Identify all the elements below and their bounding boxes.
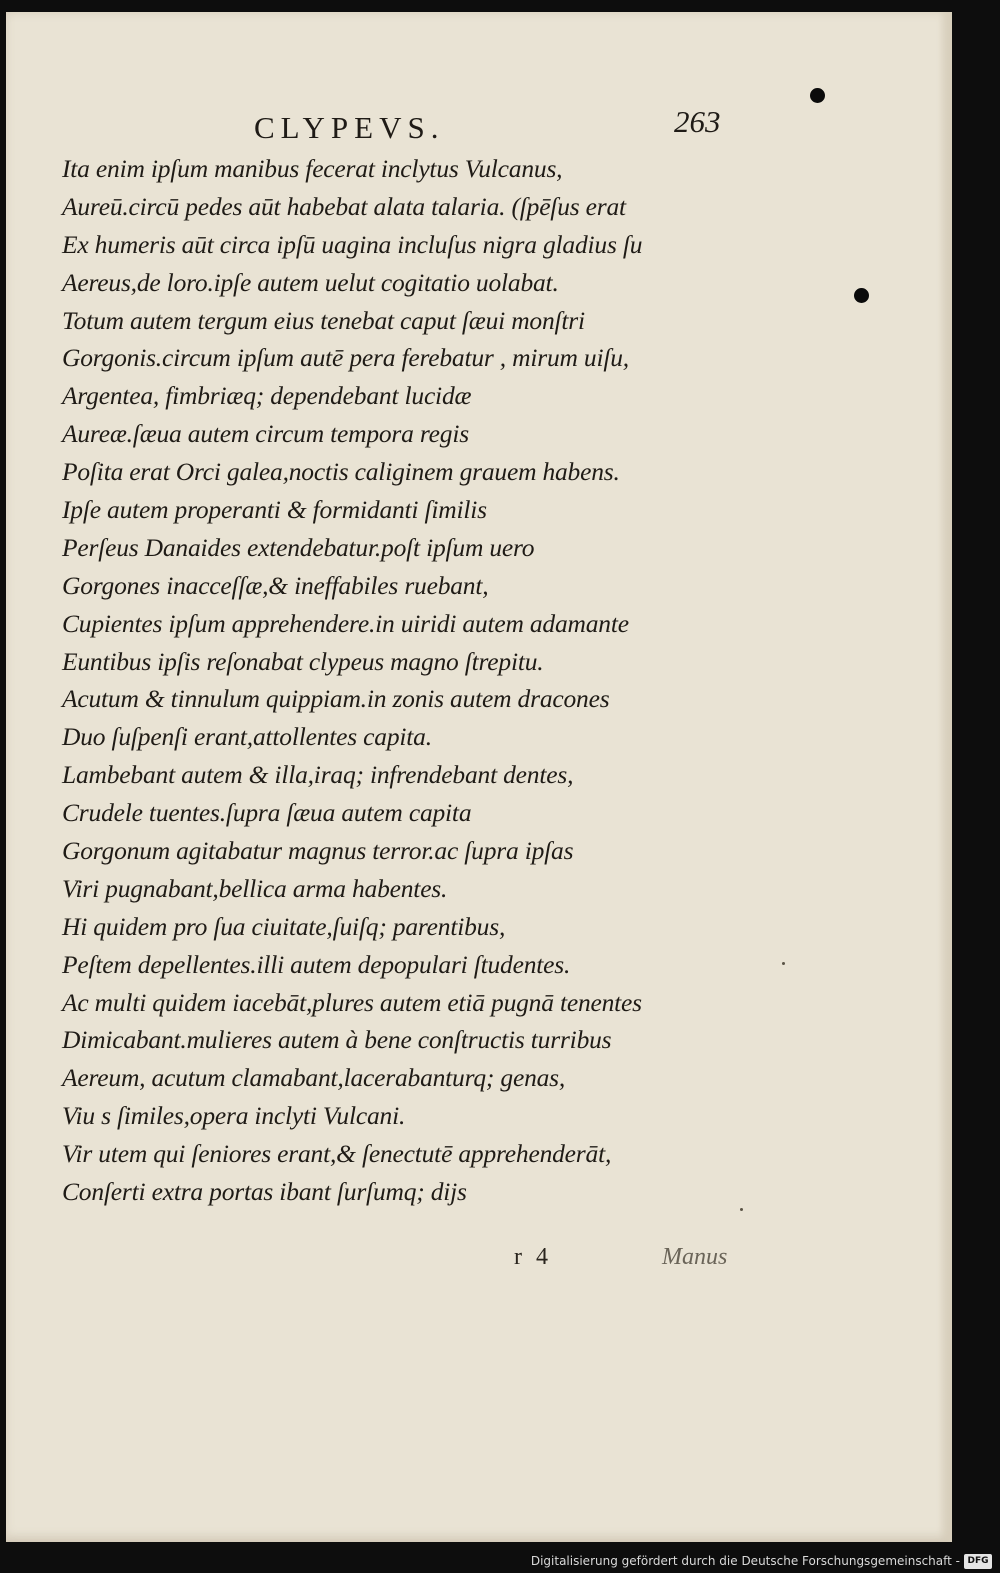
text-line: Ex humeris aūt circa ipſū uagina incluſus nigra gladius ſu	[62, 229, 643, 259]
text-line: Dimicabant.mulieres autem à bene conſtructis turribus	[62, 1025, 612, 1055]
text-line: Gorgones inacceſſæ,& ineffabiles ruebant,	[62, 570, 489, 600]
text-line: Euntibus ipſis reſonabat clypeus magno ſtrepitu.	[62, 646, 544, 676]
text-line: Viu s ſimiles,opera inclyti Vulcani.	[62, 1101, 406, 1131]
text-line: Vir utem qui ſeniores erant,& ſenectutē apprehenderāt,	[62, 1139, 612, 1169]
digitization-credit: Digitalisierung gefördert durch die Deutsche Forschungsgemeinschaft -	[530, 1554, 960, 1568]
catchword: Manus	[662, 1244, 728, 1270]
text-line: Gorgonum agitabatur magnus terror.ac ſupra ipſas	[62, 836, 574, 866]
text-line: Ac multi quidem iacebāt,plures autem etiā pugnā tenentes	[62, 987, 642, 1017]
running-head	[62, 104, 762, 150]
text-line: Viri pugnabant,bellica arma habentes.	[62, 873, 448, 903]
text-line: Ipſe autem properanti & formidanti ſimilis	[62, 495, 487, 525]
text-line: Lambebant autem & illa,iraq; infrendebant dentes,	[62, 760, 574, 790]
text-line: Hi quidem pro ſua ciuitate,ſuiſq; parentibus,	[62, 911, 506, 941]
running-title: CLYPEVS.	[254, 110, 445, 145]
digitization-credit-bar	[0, 1550, 1000, 1573]
text-line: Cupientes ipſum apprehendere.in uiridi autem adamante	[62, 608, 629, 638]
poem-text-block	[62, 150, 782, 1211]
text-line: Aureæ.ſæua autem circum tempora regis	[62, 419, 469, 449]
text-line: Conſerti extra portas ibant ſurſumq; dijs	[62, 1177, 467, 1207]
dfg-logo: DFG	[964, 1554, 992, 1569]
text-line: Aereus,de loro.ipſe autem uelut cogitatio uolabat.	[62, 267, 559, 297]
text-line: Ita enim ipſum manibus fecerat inclytus Vulcanus,	[62, 154, 563, 183]
binding-hole	[810, 88, 825, 103]
page-footer	[62, 1236, 782, 1276]
text-line: Crudele tuentes.ſupra ſæua autem capita	[62, 798, 472, 828]
text-line: Aereum, acutum clamabant,lacerabanturq; genas,	[62, 1063, 566, 1093]
signature-mark: r 4	[514, 1244, 548, 1270]
binding-hole	[854, 288, 869, 303]
ink-speck	[782, 962, 785, 965]
text-line: Perſeus Danaides extendebatur.poſt ipſum uero	[62, 532, 535, 562]
page-edge-shadow	[938, 12, 952, 1542]
text-line: Totum autem tergum eius tenebat caput ſæui monſtri	[62, 305, 585, 335]
text-line: Gorgonis.circum ipſum autē pera ferebatur , mirum uiſu,	[62, 343, 629, 373]
text-line: Acutum & tinnulum quippiam.in zonis autem dracones	[62, 684, 610, 714]
text-line: Aureū.circū pedes aūt habebat alata talaria. (ſpēſus erat	[62, 191, 626, 221]
text-line: Peſtem depellentes.illi autem depopulari ſtudentes.	[62, 949, 571, 979]
page-number: 263	[674, 104, 721, 139]
text-line: Poſita erat Orci galea,noctis caliginem grauem habens.	[62, 457, 620, 487]
text-line: Duo ſuſpenſi erant,attollentes capita.	[62, 722, 432, 752]
text-line: Argentea, fimbriæq; dependebant lucidæ	[62, 381, 472, 411]
